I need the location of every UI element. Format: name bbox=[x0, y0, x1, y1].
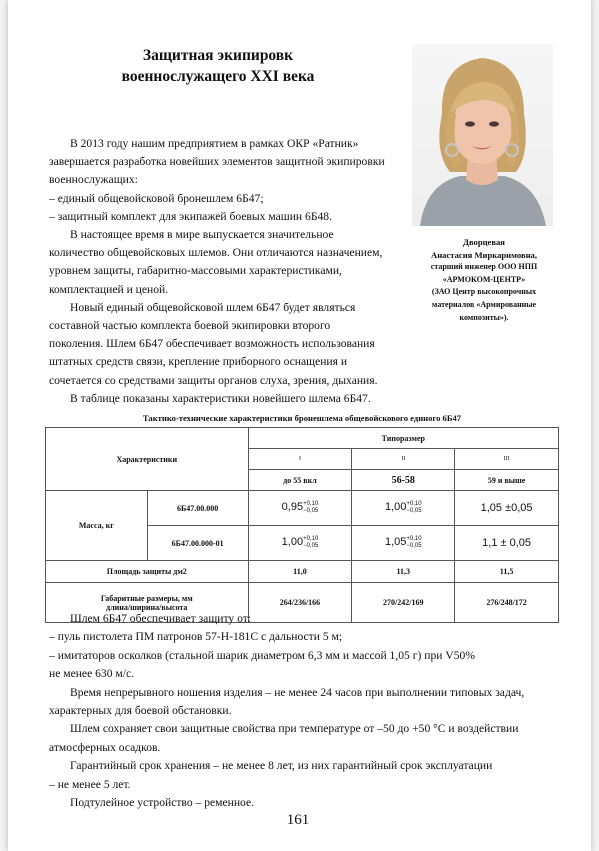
size-label-1: I bbox=[248, 449, 352, 470]
tol-down: −0,05 bbox=[303, 508, 319, 515]
mass-label: Масса, кг bbox=[46, 491, 148, 561]
outro-paragraph-1: Шлем 6Б47 обеспечивает защиту от: bbox=[70, 612, 252, 625]
mass-value bbox=[455, 526, 559, 561]
intro-list-item-1: – единый общевойсковой бронешлем 6Б47; bbox=[49, 191, 264, 205]
outro-list-item-1: – пуль пистолета ПМ патронов 57-Н-181С с дальности 5 м; bbox=[49, 630, 343, 644]
dims-value: 270/242/169 bbox=[352, 583, 455, 623]
author-name-line-1: Дворцевая bbox=[463, 237, 505, 247]
tol-down: −0,05 bbox=[303, 543, 319, 550]
article-title bbox=[68, 45, 368, 87]
author-note-line-2: материалов «Армированные bbox=[431, 299, 537, 309]
mass-tolerance bbox=[406, 536, 421, 550]
author-position-line-1: старший инженер ООО НПП bbox=[430, 262, 538, 272]
size-range-3: 59 и выше bbox=[455, 470, 559, 491]
outro-text bbox=[49, 610, 569, 812]
mass-tolerance bbox=[406, 501, 421, 515]
dims-value: 276/248/172 bbox=[455, 583, 559, 623]
outro-paragraph-4a: Гарантийный срок хранения – не менее 8 лет, из них гарантийный срок эксплуатации bbox=[70, 759, 493, 773]
document-page bbox=[8, 0, 591, 851]
intro-paragraph-1: В 2013 году нашим предприятием в рамках ОКР «Ратник» завершается разработка новейших элементов защитной экипировки военнослужащих: bbox=[49, 137, 385, 187]
outro-list-item-2b: не менее 630 м/с. bbox=[49, 667, 135, 681]
mass-tolerance bbox=[303, 501, 318, 515]
model-2: 6Б47.00.000-01 bbox=[147, 526, 248, 561]
area-value: 11,5 bbox=[455, 561, 559, 583]
area-value: 11,3 bbox=[352, 561, 455, 583]
mass-base: 1,00 bbox=[281, 535, 304, 548]
size-label-2: II bbox=[352, 449, 455, 470]
mass-base: 1,05 bbox=[384, 535, 407, 548]
size-range-2: 56-58 bbox=[352, 470, 455, 491]
intro-paragraph-4: В таблице показаны характеристики новейшего шлема 6Б47. bbox=[70, 391, 371, 405]
tol-up: +0,10 bbox=[303, 536, 319, 543]
mass-tolerance bbox=[303, 536, 318, 550]
tol-down: −0,05 bbox=[406, 543, 422, 550]
intro-paragraph-2: В настоящее время в мире выпускается значительное количество общевойсковых шлемов. Они отличаются назначением, уровнем защиты, габаритно-массовыми характеристиками, комплектацией и ценой. bbox=[49, 228, 383, 296]
mass-value bbox=[352, 491, 455, 526]
area-value: 11,0 bbox=[248, 561, 352, 583]
author-position-line-2: «АРМОКОМ-ЦЕНТР» bbox=[442, 274, 526, 284]
mass-value bbox=[352, 526, 455, 561]
tol-up: +0,10 bbox=[406, 501, 422, 508]
outro-paragraph-2: Время непрерывного ношения изделия – не менее 24 часов при выполнении типовых задач, характерных для боевой обстановки. bbox=[49, 685, 525, 718]
author-note-line-1: (ЗАО Центр высокопрочных bbox=[431, 287, 537, 297]
spec-table bbox=[45, 427, 559, 623]
dims-value: 264/236/166 bbox=[248, 583, 352, 623]
mass-value bbox=[248, 491, 352, 526]
header-characteristics: Характеристики bbox=[46, 428, 249, 491]
dims-label-line-1: Габаритные размеры, мм bbox=[100, 593, 193, 603]
title-line-2: военнослужащего XXI века bbox=[121, 68, 315, 85]
tol-up: +0,10 bbox=[303, 501, 319, 508]
intro-paragraph-3: Новый единый общевойсковой шлем 6Б47 будет являться составной частью комплекта боевой экипировки второго поколения. Шлем 6Б47 обеспечивает возможность использования штатных средств связи, крепление приборного оснащения и сочетается со средствами защиты органов слуха, зрения, дыхания. bbox=[49, 300, 378, 387]
mass-base: 1,05 ±0,05 bbox=[480, 502, 533, 514]
tol-up: +0,10 bbox=[406, 536, 422, 543]
model-1: 6Б47.00.000 bbox=[147, 491, 248, 526]
author-caption bbox=[388, 236, 580, 324]
dims-label-line-2: длина/ширина/высота bbox=[106, 602, 188, 612]
author-note-line-3: композиты»). bbox=[459, 312, 509, 322]
mass-base: 0,95 bbox=[281, 500, 304, 513]
mass-value bbox=[455, 491, 559, 526]
area-label: Площадь защиты дм2 bbox=[46, 561, 249, 583]
outro-paragraph-4b: – не менее 5 лет. bbox=[49, 777, 131, 791]
mass-base: 1,1 ± 0,05 bbox=[482, 537, 531, 549]
header-size: Типоразмер bbox=[248, 428, 558, 449]
outro-paragraph-5: Подтулейное устройство – ременное. bbox=[70, 796, 255, 810]
size-range-1: до 55 вкл bbox=[248, 470, 352, 491]
intro-text bbox=[49, 135, 387, 408]
mass-base: 1,00 bbox=[384, 500, 407, 513]
mass-value bbox=[248, 526, 352, 561]
outro-list-item-2a: – имитаторов осколков (стальной шарик диаметром 6,3 мм и массой 1,05 г) при V50% bbox=[49, 648, 475, 662]
author-name-line-2: Анастасия Миркаримовна, bbox=[430, 249, 537, 260]
page-number: 161 bbox=[286, 812, 310, 828]
title-line-1: Защитная экипировк bbox=[142, 47, 294, 64]
size-label-3: III bbox=[455, 449, 559, 470]
outro-paragraph-3: Шлем сохраняет свои защитные свойства при температуре от –50 до +50 °С и воздействии атмосферных осадков. bbox=[49, 722, 519, 754]
tol-down: −0,05 bbox=[406, 508, 422, 515]
author-photo bbox=[412, 44, 553, 226]
table-title: Тактико-технические характеристики бронешлема общевойскового единого 6Б47 bbox=[142, 413, 462, 423]
intro-list-item-2: – защитный комплект для экипажей боевых машин 6Б48. bbox=[49, 209, 332, 223]
